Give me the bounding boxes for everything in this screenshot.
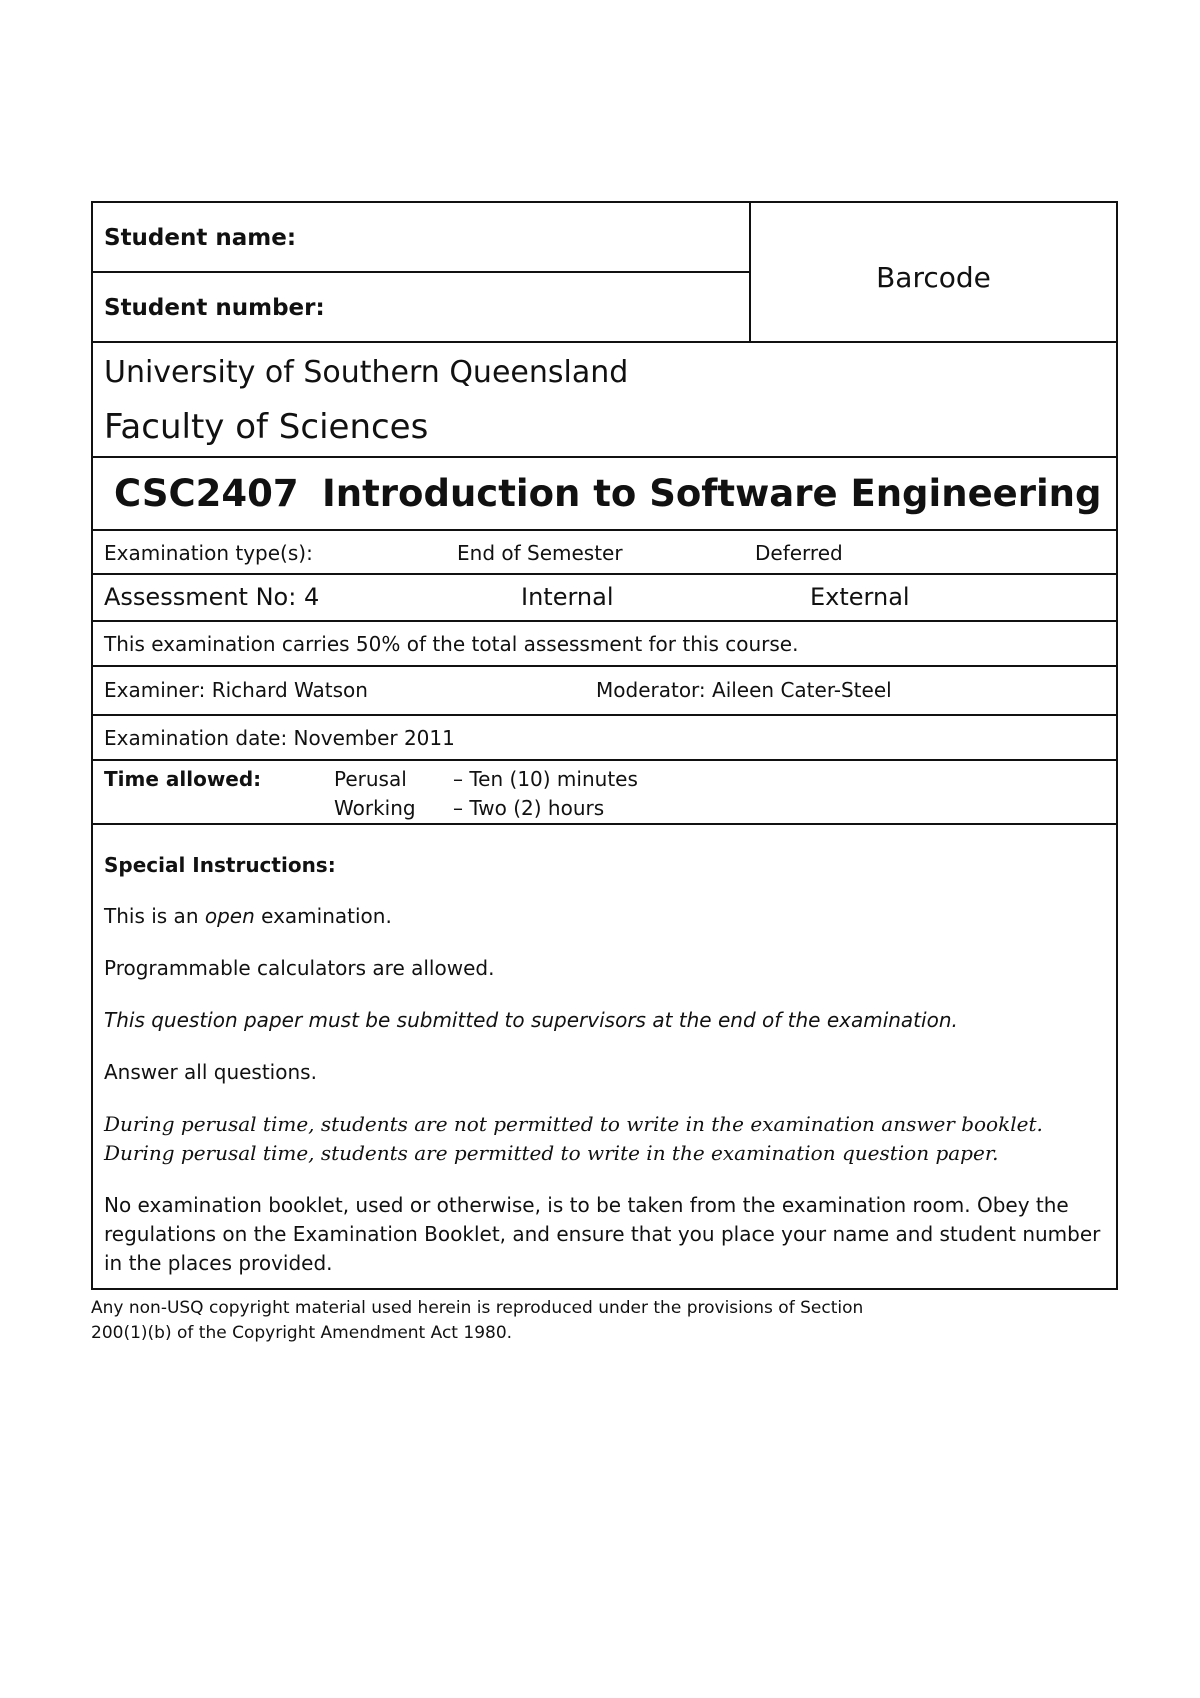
copyright-line-1: Any non-USQ copyright material used herein is reproduced under the provisions of Section: [91, 1298, 864, 1318]
student-name-label: Student name:: [104, 225, 297, 251]
perusal-label: Perusal: [334, 767, 407, 791]
open-exam-emphasis: open: [204, 904, 255, 928]
working-duration: – Two (2) hours: [453, 796, 605, 820]
staff-row: [93, 665, 1116, 714]
copyright-line-2: 200(1)(b) of the Copyright Amendment Act 1980.: [91, 1323, 513, 1343]
perusal-note-1: During perusal time, students are not permitted to write in the examination answer booklet.: [104, 1112, 1043, 1136]
exam-date: Examination date: November 2011: [104, 726, 455, 750]
special-instructions-heading: Special Instructions:: [104, 853, 336, 877]
calculators-note: Programmable calculators are allowed.: [104, 956, 495, 980]
faculty-name: Faculty of Sciences: [104, 407, 429, 447]
booklet-note: No examination booklet, used or otherwise, is to be taken from the examination room. Obey the regulations on the Examination Booklet, and ensure that you place your name and student number in the places provided.: [104, 1193, 1101, 1275]
university-name: University of Southern Queensland: [104, 355, 629, 390]
student-fields: [93, 203, 751, 341]
exam-type-row: [93, 529, 1116, 573]
moderator: Moderator: Aileen Cater-Steel: [596, 678, 892, 702]
weighting-row: [93, 620, 1116, 665]
open-exam-note: [104, 902, 1105, 931]
assessment-internal: Internal: [521, 583, 614, 611]
examiner: Examiner: Richard Watson: [104, 678, 368, 702]
student-name-field: [93, 203, 749, 271]
assessment-external: External: [810, 583, 910, 611]
student-details-block: [93, 203, 1116, 341]
assessment-number: Assessment No: 4: [104, 583, 320, 611]
assessment-row: [93, 573, 1116, 620]
perusal-duration: – Ten (10) minutes: [453, 767, 638, 791]
assessment-weighting: This examination carries 50% of the total assessment for this course.: [104, 632, 799, 656]
exam-date-row: [93, 714, 1116, 759]
course-title: Introduction to Software Engineering: [322, 472, 1102, 515]
exam-details-table: [91, 201, 1118, 1290]
institution-row: [93, 341, 1116, 456]
perusal-note-2: During perusal time, students are permitted to write in the examination question paper.: [104, 1141, 999, 1165]
exam-type-end-of-semester: End of Semester: [457, 541, 623, 565]
perusal-notes: [104, 1110, 1105, 1168]
answer-all-note: Answer all questions.: [104, 1060, 317, 1084]
open-exam-suffix: examination.: [254, 904, 392, 928]
course-code: CSC2407: [114, 472, 299, 515]
working-label: Working: [334, 796, 416, 820]
course-row: [93, 456, 1116, 529]
time-allowed-row: [93, 759, 1116, 823]
special-instructions: [93, 823, 1116, 1288]
open-exam-prefix: This is an: [104, 904, 205, 928]
student-number-label: Student number:: [104, 295, 325, 321]
time-allowed-label: Time allowed:: [104, 767, 262, 791]
copyright-notice: [91, 1296, 911, 1346]
student-number-field: [93, 271, 749, 339]
barcode-box: [751, 203, 1116, 341]
barcode-label: Barcode: [876, 261, 991, 294]
submit-paper-note: This question paper must be submitted to supervisors at the end of the examination.: [104, 1008, 958, 1032]
exam-type-deferred: Deferred: [755, 541, 843, 565]
exam-cover-sheet: [91, 201, 1118, 1346]
exam-type-label: Examination type(s):: [104, 541, 313, 565]
